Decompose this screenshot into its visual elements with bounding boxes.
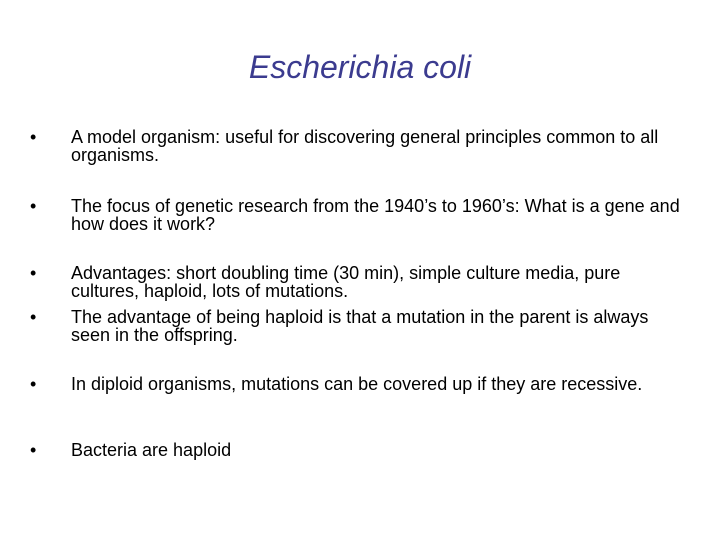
- bullet-text: The focus of genetic research from the 1940’s to 1960’s: What is a gene and how does it work?: [71, 196, 680, 234]
- bullet-text: In diploid organisms, mutations can be covered up if they are recessive.: [71, 374, 643, 394]
- bullet-text: Advantages: short doubling time (30 min), simple culture media, pure cultures, haploid, lots of mutations.: [71, 263, 621, 301]
- bullet-item: [30, 197, 690, 233]
- bullet-marker: •: [30, 307, 37, 327]
- bullet-marker: •: [30, 196, 37, 216]
- bullet-text: The advantage of being haploid is that a mutation in the parent is always seen in the offspring.: [71, 307, 649, 345]
- bullet-item: [30, 441, 690, 459]
- bullet-marker: •: [30, 374, 37, 394]
- bullet-item: [30, 128, 690, 164]
- bullet-text: Bacteria are haploid: [71, 440, 232, 460]
- bullet-text: A model organism: useful for discovering general principles common to all organisms.: [71, 127, 659, 165]
- slide-title: Escherichia coli: [248, 49, 472, 85]
- bullet-item: [30, 308, 690, 344]
- bullet-item: [30, 375, 690, 393]
- bullet-item: [30, 264, 690, 300]
- bullet-marker: •: [30, 127, 37, 147]
- bullet-marker: •: [30, 440, 37, 460]
- bullet-marker: •: [30, 263, 37, 283]
